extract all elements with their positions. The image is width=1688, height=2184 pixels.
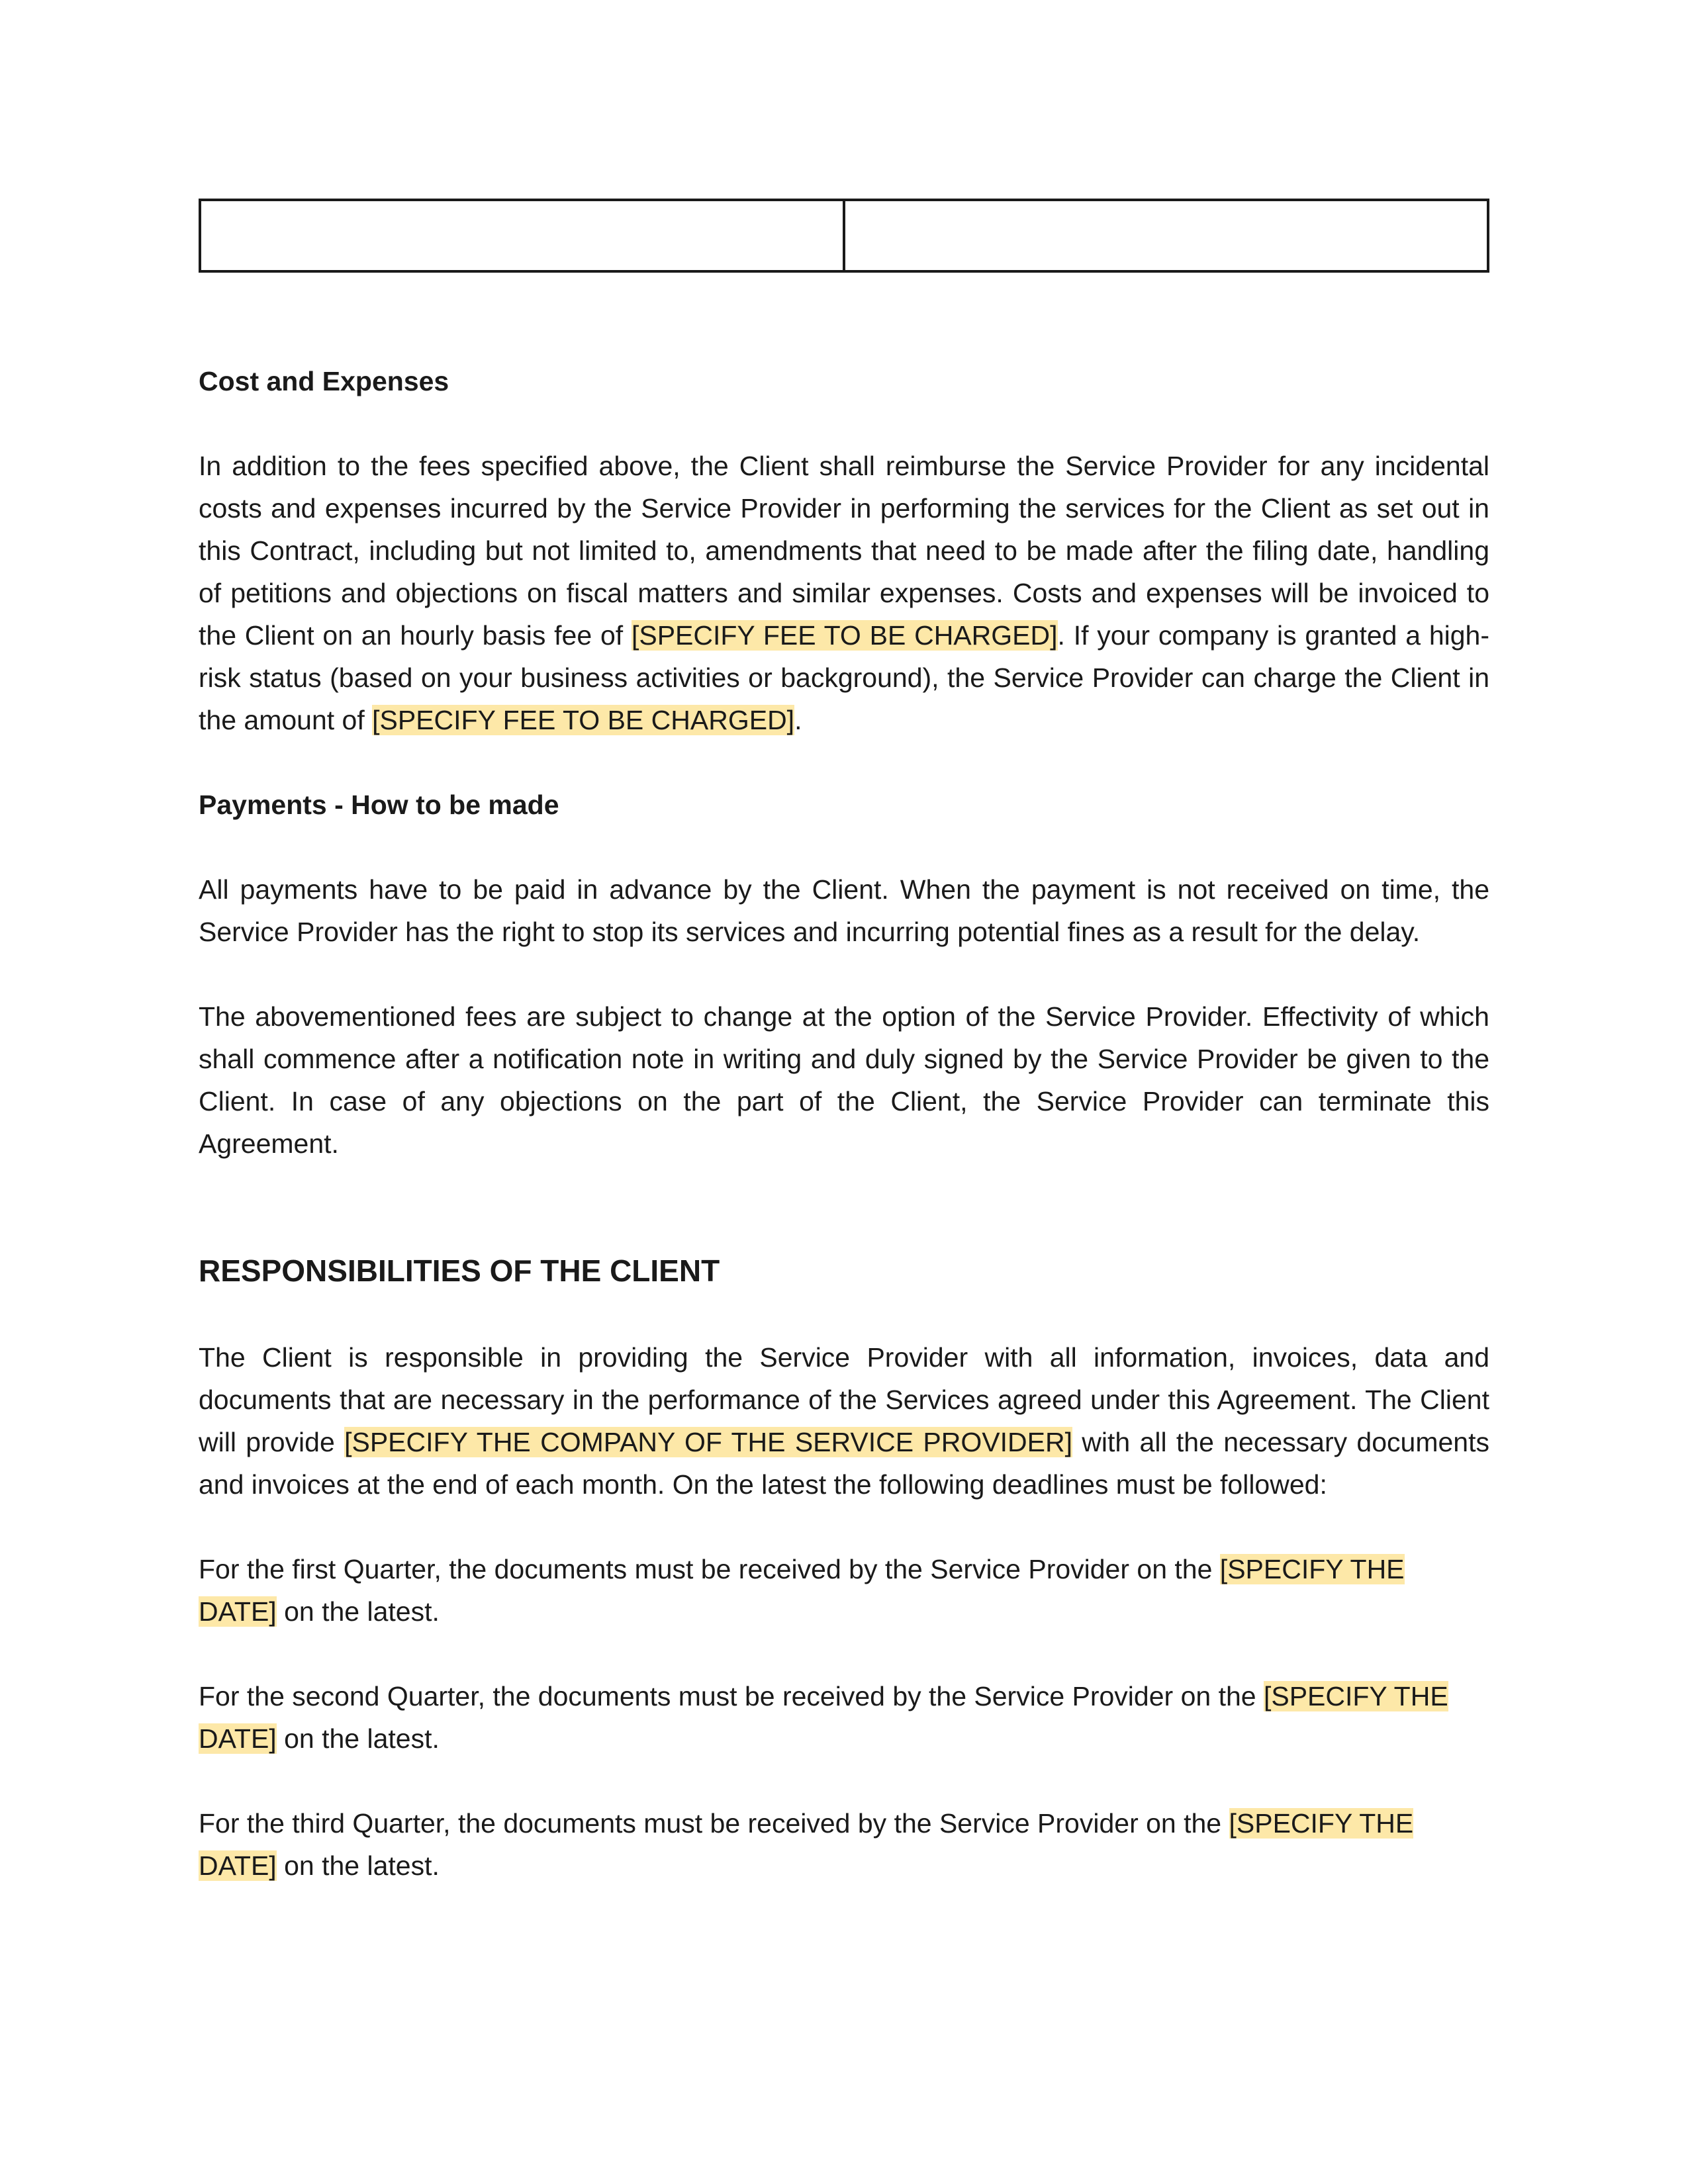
top-table [199,199,1489,273]
company-placeholder: [SPECIFY THE COMPANY OF THE SERVICE PROVIDER] [344,1427,1072,1457]
payments-heading: Payments - How to be made [199,790,559,820]
cost-and-expenses-heading: Cost and Expenses [199,366,449,396]
first-quarter-deadline [199,1548,1489,1633]
date-placeholder: [SPECIFY THE DATE] [199,1554,1405,1627]
date-placeholder: [SPECIFY THE DATE] [199,1808,1414,1881]
deadline-suffix: on the latest. [276,1723,440,1754]
table-row [200,200,1488,271]
deadline-suffix: on the latest. [276,1850,440,1881]
paragraph-text: . If your company is granted a high-risk status (based on your business activities or background), the Service Provider can charge the Client in the amount of [199,620,1489,735]
responsibilities-paragraph [199,1336,1489,1506]
fee-placeholder: [SPECIFY FEE TO BE CHARGED] [372,705,795,735]
third-quarter-deadline [199,1802,1489,1887]
cost-and-expenses-paragraph [199,445,1489,741]
deadline-text: For the third Quarter, the documents must be received by the Service Provider on the [199,1808,1229,1839]
payments-paragraph-2: The abovementioned fees are subject to change at the option of the Service Provider. Effectivity of which shall commence after a notification note in writing and duly signed by the Service Provider be given to the Client. In case of any objections on the part of the Client, the Service Provider can terminate this Agreement. [199,1001,1489,1159]
page-content [199,199,1489,1887]
payments-paragraph-1: All payments have to be paid in advance by the Client. When the payment is not received on time, the Service Provider has the right to stop its services and incurring potential fines as a result for the delay. [199,874,1489,947]
paragraph-text: . [794,705,802,735]
table-cell-right [844,200,1488,271]
paragraph-text: The Client is responsible in providing the Service Provider with all information, invoices, data and documents that are necessary in the performance of the Services agreed under this Agreement. The Client will provide [199,1342,1489,1457]
table-cell-left [200,200,844,271]
second-quarter-deadline [199,1675,1489,1760]
deadline-suffix: on the latest. [276,1596,440,1627]
deadline-text: For the first Quarter, the documents must be received by the Service Provider on the [199,1554,1220,1584]
paragraph-text: with all the necessary documents and invoices at the end of each month. On the latest the following deadlines must be followed: [199,1427,1489,1500]
paragraph-text: In addition to the fees specified above, the Client shall reimburse the Service Provider for any incidental costs and expenses incurred by the Service Provider in performing the services for the Client as set out in this Contract, including but not limited to, amendments that need to be made after the filing date, handling of petitions and objections on fiscal matters and similar expenses. Costs and expenses will be invoiced to the Client on an hourly basis fee of [199,451,1489,651]
responsibilities-title: RESPONSIBILITIES OF THE CLIENT [199,1253,720,1288]
date-placeholder: [SPECIFY THE DATE] [199,1681,1448,1754]
deadline-text: For the second Quarter, the documents must be received by the Service Provider on the [199,1681,1264,1711]
fee-placeholder: [SPECIFY FEE TO BE CHARGED] [631,620,1058,651]
